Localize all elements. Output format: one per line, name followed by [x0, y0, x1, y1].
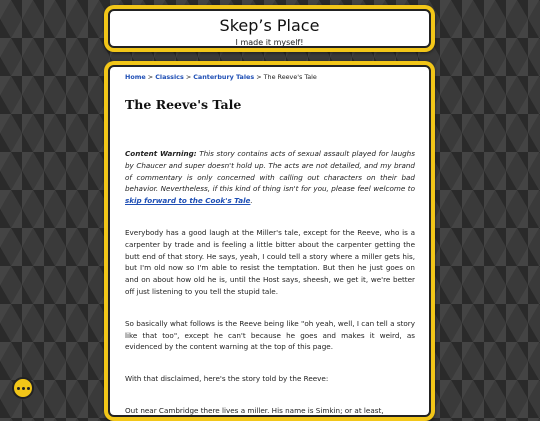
content-warning-text: This story contains acts of sexual assault played for laughs by Chaucer and super doesn't hold up. The acts are not detailed, and my brand of commentary is only concerned with calling out characters on their bad behavior. Nevertheless, if this kind of thing isn't for you, please feel welcome to — [125, 149, 415, 194]
content-warning — [125, 148, 415, 207]
body-paragraph: With that disclaimed, here's the story told by the Reeve: — [125, 374, 329, 384]
breadcrumb-canterbury-link[interactable]: Canterbury Tales — [193, 73, 255, 81]
site-subtitle: I made it myself! — [235, 38, 304, 47]
more-horizontal-icon — [22, 387, 25, 390]
breadcrumb-separator: > — [185, 73, 192, 81]
more-horizontal-icon — [17, 387, 20, 390]
more-horizontal-icon — [27, 387, 30, 390]
menu-button[interactable] — [12, 377, 34, 399]
content-card — [104, 61, 435, 421]
breadcrumb-separator: > — [256, 73, 262, 81]
content-panel — [108, 65, 431, 417]
breadcrumb-home-link[interactable]: Home — [125, 73, 146, 81]
site-title[interactable]: Skep’s Place — [219, 16, 320, 35]
breadcrumb-current: The Reeve's Tale — [263, 73, 317, 81]
body-paragraph: Everybody has a good laugh at the Miller's tale, except for the Reeve, who is a carpenter by trade and is feeling a little bitter about the carpenter getting the butt end of that story. He says, yeah, I could tell a story where a miller gets his, but I'm old now so I'm able to resist the temptation. But then he just goes on and on about how old he is, until the Host says, sheesh, we get it, we're better off just listening to you tell the stupid tale. — [125, 227, 415, 296]
content-warning-end: . — [250, 196, 253, 206]
breadcrumb — [125, 73, 415, 81]
content-warning-label: Content Warning: — [125, 149, 197, 158]
skip-to-cooks-tale-link[interactable]: skip forward to the Cook's Tale — [125, 196, 251, 206]
body-paragraph: So basically what follows is the Reeve being like "oh yeah, well, I can tell a story like that too", except he can't because he goes and makes it weird, as evidenced by the content warning at the top of this page. — [125, 318, 415, 352]
body-paragraph: Out near Cambridge there lives a miller. His name is Simkin; or at least, — [125, 405, 384, 415]
breadcrumb-separator: > — [147, 73, 154, 81]
site-header-panel — [108, 9, 431, 48]
breadcrumb-classics-link[interactable]: Classics — [155, 73, 184, 81]
site-header — [104, 5, 435, 52]
page-title: The Reeve's Tale — [125, 97, 242, 112]
